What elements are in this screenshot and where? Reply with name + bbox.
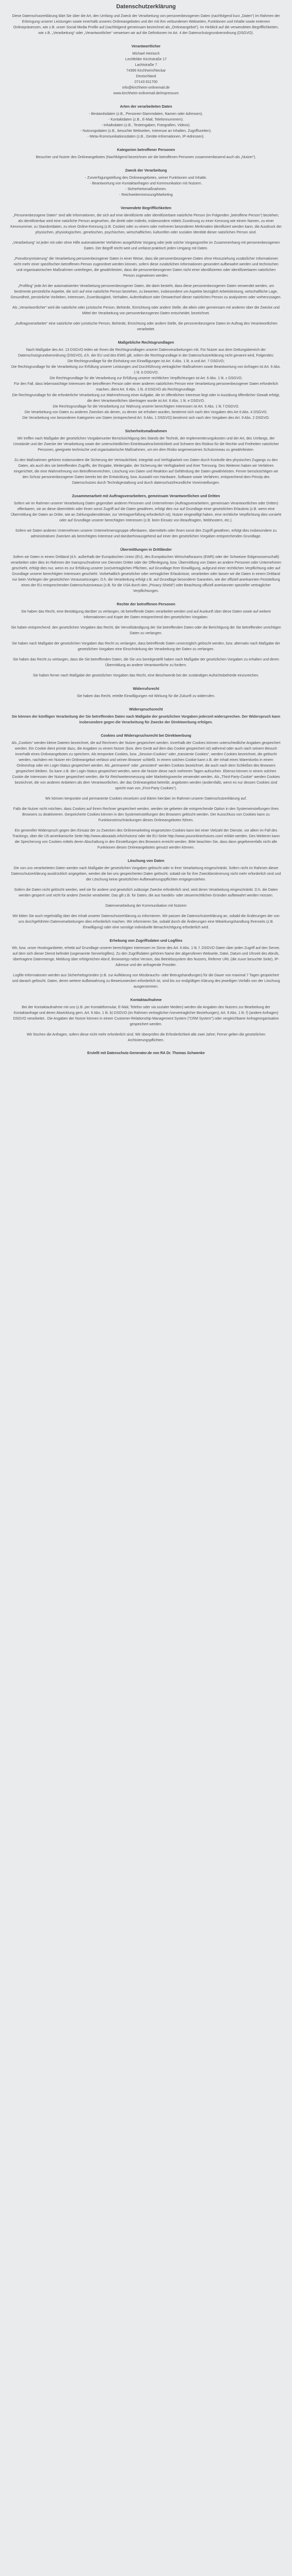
section-paragraph: Sie haben nach Maßgabe der gesetzlichen Vorgaben das Recht zu verlangen, dass betreffende Daten unverzüglich gelöscht werden, bzw. alternativ nach Maßgabe der gesetzlichen Vorgaben eine Einschränkung der Verarbeitung der Daten zu verlangen. bbox=[11, 642, 281, 651]
policy-section bbox=[10, 104, 282, 140]
section-paragraph: Sie haben entsprechend. den gesetzlichen Vorgaben das Recht, die Vervollständigung der Sie betreffenden Daten oder die Berichtigung der Sie betreffenden unrichtigen Daten zu verlangen. bbox=[11, 626, 281, 635]
intro-paragraph: Diese Datenschutzerklärung klärt Sie über die Art, den Umfang und Zweck der Verarbeitung von personenbezogenen Daten (nachfolgend kurz „Daten“) im Rahmen der Erbringung unserer Leistungen sowie innerhalb unseres Onlineangebotes und der mit ihm verbundenen Webseiten, Funktionen und Inhalte sowie externen Onlinepräsenzen, wie z.B. unser Social Media Profile auf (nachfolgend gemeinsam bezeichnet als „Onlineangebot“). Im Hinblick auf die verwendeten Begrifflichkeiten, wie z.B. „Verarbeitung“ oder „Verantwortlicher“ verweisen wir auf die Definitionen im Art. 4 der Datenschutzgrundverordnung (DSGVO). bbox=[12, 14, 280, 35]
section-title: Cookies und Widerspruchsrecht bei Direktwerbung bbox=[101, 733, 191, 738]
section-paragraph: Wir treffen nach Maßgabe der gesetzlichen Vorgabenunter Berücksichtigung des Stands der Technik, der Implementierungskosten und der Art, des Umfangs, der Umstände und der Zwecke der Verarbeitung sowie der unterschiedlichen Eintrittswahrscheinlichkeit und Schwere des Risikos für die Rechte und Freiheiten natürlicher Personen, geeignete technische und organisatorische Maßnahmen, um ein dem Risiko angemessenes Schutzniveau zu gewährleisten. bbox=[13, 437, 279, 452]
policy-section bbox=[10, 547, 282, 594]
section-title: Kontaktaufnahme bbox=[130, 997, 162, 1002]
section-title: Widerrufsrecht bbox=[133, 686, 159, 691]
section-title: Verwendete Begrifflichkeiten bbox=[120, 206, 172, 210]
policy-section bbox=[10, 205, 282, 332]
section-paragraph: Sie haben das Recht zu verlangen, dass die Sie betreffenden Daten, die Sie uns bereitgestellt haben nach Maßgabe der gesetzlichen Vorgaben zu erhalten und deren Übermittlung an andere Verantwortliche zu fordern. bbox=[13, 658, 279, 667]
policy-section bbox=[10, 938, 282, 990]
section-title: Zweck der Verarbeitung bbox=[125, 168, 167, 173]
section-paragraph: Zu den Maßnahmen gehören insbesondere die Sicherung der Vertraulichkeit, Integrität und Verfügbarkeit von Daten durch Kontrolle des physischen Zugangs zu den Daten, als auch des sie betreffenden Zugriffs, der Eingabe, Weitergabe, der Sicherung der Verfügbarkeit und ihrer Trennung. Des Weiteren haben wir Verfahren eingerichtet, die eine Wahrnehmung von Betroffenenrechten, Löschung von Daten und Reaktion auf Gefährdung der Daten gewährleisten. Ferner berücksichtigen wir den Schutz personenbezogener Daten bereits bei der Entwicklung, bzw. Auswahl von Hardware, Software sowie Verfahren, entsprechend dem Prinzip des Datenschutzes durch Technikgestaltung und durch datenschutzfreundliche Voreinstellungen. bbox=[13, 459, 279, 485]
section-title: Rechte der betroffenen Personen bbox=[117, 602, 175, 606]
section-paragraph: Als „Cookies“ werden kleine Dateien bezeichnet, die auf Rechnern der Nutzer gespeichert werden. Innerhalb der Cookies können unterschiedliche Angaben gespeichert werden. Ein Cookie dient primär dazu, die Angaben zu einem Nutzer (bzw. dem Gerät auf dem das Cookie gespeichert ist) während oder auch nach seinem Besuch innerhalb eines Onlineangebotes zu speichern. Als temporäre Cookies, bzw. „Session-Cookies“ oder „transiente Cookies“, werden Cookies bezeichnet, die gelöscht werden, nachdem ein Nutzer ein Onlineangebot verlässt und seinen Browser schließt. In einem solchen Cookie kann z.B. der Inhalt eines Warenkorbs in einem Onlineshop oder ein Login-Status gespeichert werden. Als „permanent“ oder „persistent“ werden Cookies bezeichnet, die auch nach dem Schließen des Browsers gespeichert bleiben. So kann z.B. der Login-Status gespeichert werden, wenn die Nutzer diese nach mehreren Tagen aufsuchen. Ebenso können in einem solchen Cookie die Interessen der Nutzer gespeichert werden, die für Reichweitenmessung oder Marketingzwecke verwendet werden. Als „Third-Party-Cookie“ werden Cookies bezeichnet, die von anderen Anbietern als dem Verantwortlichen, der das Onlineangebot betreibt, angeboten werden (andernfalls, wenn es nur dessen Cookies sind spricht man von „First-Party Cookies“). bbox=[11, 741, 281, 790]
section-paragraph: - Zurverfügungstellung des Onlineangebotes, seiner Funktionen und Inhalte. - Beantwortung von Kontaktanfragen und Kommunikation mit Nutzern. - Sicherheitsmaßnahmen. - Reichweitenmessung/Marketing bbox=[85, 176, 207, 197]
section-paragraph: Wir löschen die Anfragen, sofern diese nicht mehr erforderlich sind. Wir überprüfen die Erforderlichkeit alle zwei Jahre; Ferner gelten die gesetzlichen Archivierungspflichten. bbox=[26, 1033, 266, 1042]
section-title: Zusammenarbeit mit Auftragsverarbeitern, gemeinsam Verantwortlichen und Dritten bbox=[72, 494, 220, 498]
section-paragraph: „Pseudonymisierung“ die Verarbeitung personenbezogener Daten in einer Weise, dass die personenbezogenen Daten ohne Hinzuziehung zusätzlicher Informationen nicht mehr einer spezifischen betroffenen Person zugeordnet werden können, sofern diese zusätzlichen Informationen gesondert aufbewahrt werden und technischen und organisatorischen Maßnahmen unterliegen, die gewährleisten, dass die personenbezogenen Daten nicht einer identifizierten oder identifizierbaren natürlichen Person zugewiesen werden. bbox=[13, 257, 279, 278]
section-paragraph: Bei der Kontaktaufnahme mit uns (z.B. per Kontaktformular, E-Mail, Telefon oder via sozialer Medien) werden die Angaben des Nutzers zur Bearbeitung der Kontaktanfrage und deren Abwicklung gem. Art. 6 Abs. 1 lit. b) DSGVO (im Rahmen vertraglicher-/vorvertraglicher Beziehungen), Art. 6 Abs. 1 lit. f) (andere Anfragen) DSGVO verarbeitet.. Die Angaben der Nutzer können in einem Customer-Relationship-Management System ("CRM System") oder vergleichbarer Anfrageorganisation gespeichert werden. bbox=[13, 1006, 279, 1026]
section-paragraph: „Verarbeitung“ ist jeder mit oder ohne Hilfe automatisierter Verfahren ausgeführte Vorgang oder jede solche Vorgangsreihe im Zusammenhang mit personenbezogenen Daten. Der Begriff reicht weit und umfasst praktisch jeden Umgang mit Daten. bbox=[12, 241, 280, 250]
policy-section bbox=[10, 686, 282, 699]
section-paragraph: „Profiling“ jede Art der automatisierten Verarbeitung personenbezogener Daten, die darin besteht, dass diese personenbezogenen Daten verwendet werden, um bestimmte persönliche Aspekte, die sich auf eine natürliche Person beziehen, zu bewerten, insbesondere um Aspekte bezüglich Arbeitsleistung, wirtschaftliche Lage, Gesundheit, persönliche Vorlieben, Interessen, Zuverlässigkeit, Verhalten, Aufenthaltsort oder Ortswechsel dieser natürlichen Person zu analysieren oder vorherzusagen. bbox=[10, 284, 282, 299]
section-paragraph: Wir bitten Sie auch regelmäßig über den Inhalt unserer Datenschutzerklärung zu informieren. Wir passen die Datenschutzerklärung an, sobald die Änderungen der von uns durchgeführten Datenverarbeitungen dies erforderlich machen. Wir informieren Sie, sobald durch die Änderungen eine Mitwirkungshandlung Ihrerseits (z.B. Einwilligung) oder eine sonstige individuelle Benachrichtigung erforderlich wird. bbox=[12, 914, 280, 929]
policy-section bbox=[10, 147, 282, 160]
section-paragraph: Datenverarbeitung der Kommunikation mit Nutzern bbox=[105, 904, 187, 908]
section-paragraph: „Auftragsverarbeiter“ eine natürliche oder juristische Person, Behörde, Einrichtung oder andere Stelle, die personenbezogene Daten im Auftrag des Verantwortlichen verarbeitet. bbox=[14, 322, 278, 331]
section-title: Löschung von Daten bbox=[127, 858, 165, 863]
section-paragraph: Sie können der künftigen Verarbeitung der Sie betreffenden Daten nach Maßgabe der gesetzlichen Vorgaben jederzeit widersprechen. Der Widerspruch kann insbesondere gegen die Verarbeitung für Zwecke der Direktwerbung erfolgen. bbox=[11, 715, 281, 724]
page-title: Datenschutzerklärung bbox=[116, 4, 176, 10]
section-paragraph: Als „Verantwortlicher“ wird die natürliche oder juristische Person, Behörde, Einrichtung oder andere Stelle, die allein oder gemeinsam mit anderen über die Zwecke und Mittel der Verarbeitung von personenbezogenen Daten entscheidet, bezeichnet. bbox=[12, 306, 280, 315]
policy-section bbox=[10, 733, 282, 851]
policy-section bbox=[10, 997, 282, 1043]
section-paragraph: Sofern wir Daten anderen Unternehmen unserer Unternehmensgruppe offenbaren, übermitteln oder ihnen sonst den Zugriff gewähren, erfolgt dies insbesondere zu administrativen Zwecken als berechtigtes Interesse und darüberhinausgehend auf einer den gesetzlichen Vorgaben entsprechenden Grundlage. bbox=[15, 529, 277, 538]
section-title: Verantwortlicher bbox=[131, 44, 161, 48]
sections-container bbox=[10, 43, 282, 1043]
section-title: Sicherheitsmaßnahmen bbox=[125, 429, 167, 433]
policy-section bbox=[10, 493, 282, 539]
policy-section bbox=[10, 428, 282, 486]
section-paragraph: Sie haben ferner nach Maßgabe der gesetzlichen Vorgaben das Recht, eine Beschwerde bei der zuständigen Aufsichtsbehörde einzureichen. bbox=[33, 674, 259, 677]
section-paragraph: „Personenbezogene Daten“ sind alle Informationen, die sich auf eine identifizierte oder identifizierbare natürliche Person (im Folgenden „betroffene Person“) beziehen; als identifizierbar wird eine natürliche Person angesehen, die direkt oder indirekt, insbesondere mittels Zuordnung zu einer Kennung wie einem Namen, zu einer Kennnummer, zu Standortdaten, zu einer Online-Kennung (z.B. Cookie) oder zu einem oder mehreren besonderen Merkmalen identifiziert werden kann, die Ausdruck der physischen, physiologischen, genetischen, psychischen, wirtschaftlichen, kulturellen oder sozialen Identität dieser natürlichen Person sind. bbox=[10, 214, 282, 234]
policy-section bbox=[10, 706, 282, 725]
section-paragraph: Ein genereller Widerspruch gegen den Einsatz der zu Zwecken des Onlinemarketing eingesetzten Cookies kann bei einer Vielzahl der Dienste, vor allem im Fall des Trackings, über die US-amerikanische Seite http://www.aboutads.info/choices/ oder die EU-Seite http://www.youronlinechoices.com/ erklärt werden. Des Weiteren kann die Speicherung von Cookies mittels deren Abschaltung in den Einstellungen des Browsers erreicht werden. Bitte beachten Sie, dass dann gegebenenfalls nicht alle Funktionen dieses Onlineangebotes genutzt werden können. bbox=[12, 829, 280, 850]
section-paragraph: Die von uns verarbeiteten Daten werden nach Maßgabe der gesetzlichen Vorgaben gelöscht oder in ihrer Verarbeitung eingeschränkt. Sofern nicht im Rahmen dieser Datenschutzerklärung ausdrücklich angegeben, werden die bei uns gespeicherten Daten gelöscht, sobald sie für ihre Zweckbestimmung nicht mehr erforderlich sind und der Löschung keine gesetzlichen Aufbewahrungspflichten entgegenstehen. bbox=[11, 867, 281, 882]
section-paragraph: Besucher und Nutzer des Onlineangebotes (Nachfolgend bezeichnen wir die betroffenen Personen zusammenfassend auch als „Nutzer“). bbox=[36, 156, 256, 159]
section-paragraph: - Bestandsdaten (z.B., Personen-Stammdaten, Namen oder Adressen). - Kontaktdaten (z.B., E-Mail, Telefonnummern). - Inhaltsdaten (z.B., Texteingaben, Fotografien, Videos). - Nutzungsdaten (z.B., besuchte Webseiten, Interesse an Inhalten, Zugriffszeiten). - Meta-/Kommunikationsdaten (z.B., Geräte-Informationen, IP-Adressen). bbox=[80, 112, 212, 139]
section-paragraph: Logfile-Informationen werden aus Sicherheitsgründen (z.B. zur Aufklärung von Missbrauchs- oder Betrugshandlungen) für die Dauer von maximal 7 Tagen gespeichert und danach gelöscht. Daten, deren weitere Aufbewahrung zu Beweiszwecken erforderlich ist, sind bis zur endgültigen Klärung des jeweiligen Vorfalls von der Löschung ausgenommen. bbox=[12, 974, 280, 989]
policy-section bbox=[10, 43, 282, 96]
section-paragraph: Sie haben das Recht, erteilte Einwilligungen mit Wirkung für die Zukunft zu widerrufen. bbox=[76, 694, 216, 698]
footer-credit-link[interactable]: Erstellt mit Datenschutz-Generator.de von RA Dr. Thomas Schwenke bbox=[87, 1052, 205, 1055]
section-paragraph: Sie haben das Recht, eine Bestätigung darüber zu verlangen, ob betreffende Daten verarbeitet werden und auf Auskunft über diese Daten sowie auf weitere Informationen und Kopie der Daten entsprechend den gesetzlichen Vorgaben. bbox=[21, 610, 271, 619]
section-title: Widerspruchsrecht bbox=[129, 707, 163, 711]
section-paragraph: Wir können temporäre und permanente Cookies einsetzen und klären hierüber im Rahmen unserer Datenschutzerklärung auf. bbox=[45, 797, 247, 801]
section-title: Übermittlungen in Drittländer bbox=[120, 547, 172, 552]
policy-section bbox=[10, 858, 282, 930]
section-title: Arten der verarbeiteten Daten bbox=[120, 104, 172, 109]
footer-credit[interactable] bbox=[10, 1050, 282, 1056]
privacy-policy-page bbox=[0, 0, 292, 1072]
section-title: Erhebung von Zugriffsdaten und Logfiles bbox=[109, 938, 183, 943]
section-paragraph: Nach Maßgabe des Art. 13 DSGVO teilen wir Ihnen die Rechtsgrundlagen unserer Datenverarbeitungen mit. Für Nutzer aus dem Geltungsbereich der Datenschutzgrundverordnung (DSGVO), d.h. der EU und des EWG gilt, sofern die Rechtsgrundlage in der Datenschutzerklärung nicht genannt wird, Folgendes: Die Rechtsgrundlage für die Einholung von Einwilligungen ist Art. 6 Abs. 1 lit. a und Art. 7 DSGVO; Die Rechtsgrundlage für die Verarbeitung zur Erfüllung unserer Leistungen und Durchführung vertraglicher Maßnahmen sowie Beantwortung von Anfragen ist Art. 6 Abs. 1 lit. b DSGVO; Die Rechtsgrundlage für die Verarbeitung zur Erfüllung unserer rechtlichen Verpflichtungen ist Art. 6 Abs. 1 lit. c DSGVO; Für den Fall, dass lebenswichtige Interessen der betroffenen Person oder einer anderen natürlichen Person eine Verarbeitung personenbezogener Daten erforderlich machen, dient Art. 6 Abs. 1 lit. d DSGVO als Rechtsgrundlage. Die Rechtsgrundlage für die erforderliche Verarbeitung zur Wahrnehmung einer Aufgabe, die im öffentlichen Interesse liegt oder in Ausübung öffentlicher Gewalt erfolgt, die dem Verantwortlichen übertragen wurde ist Art. 6 Abs. 1 lit. e DSGVO. Die Rechtsgrundlage für die Verarbeitung zur Wahrung unserer berechtigten Interessen ist Art. 6 Abs. 1 lit. f DSGVO. Die Verarbeitung von Daten zu anderen Zwecken als denen, zu denen sie erhoben wurden, bestimmt sich nach den Vorgaben des Art 6 Abs. 4 DSGVO. Die Verarbeitung von besonderen Kategorien von Daten (entsprechend Art. 9 Abs. 1 DSGVO) bestimmt sich nach den Vorgaben des Art. 9 Abs. 2 DSGVO. bbox=[11, 348, 281, 420]
section-title: Maßgebliche Rechtsgrundlagen bbox=[118, 340, 174, 345]
section-paragraph: Wir, bzw. unser Hostinganbieter, erhebt auf Grundlage unserer berechtigten Interessen im Sinne des Art. 6 Abs. 1 lit. f. DSGVO Daten über jeden Zugriff auf den Server, auf dem sich dieser Dienst befindet (sogenannte Serverlogfiles). Zu den Zugriffsdaten gehören Name der abgerufenen Webseite, Datei, Datum und Uhrzeit des Abrufs, übertragene Datenmenge, Meldung über erfolgreichen Abruf, Browsertyp nebst Version, das Betriebssystem des Nutzers, Referrer URL (die zuvor besuchte Seite), IP-Adresse und der anfragende Provider. bbox=[12, 946, 280, 967]
section-paragraph: Sofern wir Daten in einem Drittland (d.h. außerhalb der Europäischen Union (EU), des Europäischen Wirtschaftsraums (EWR) oder der Schweizer Eidgenossenschaft) verarbeiten oder dies im Rahmen der Inanspruchnahme von Diensten Dritter oder der Offenlegung, bzw. Übermittlung von Daten an andere Personen oder Unternehmen geschieht, erfolgt dies nur, wenn es zur Erfüllung unserer (vor)vertraglichen Pflichten, auf Grundlage Ihrer Einwilligung, aufgrund einer rechtlichen Verpflichtung oder auf Grundlage unserer berechtigten Interessen geschieht. Vorbehaltlich gesetzlicher oder vertraglicher Erlaubnisse, verarbeiten oder lassen wir die Daten in einem Drittland nur beim Vorliegen der gesetzlichen Voraussetzungen. D.h. die Verarbeitung erfolgt z.B. auf Grundlage besonderer Garantien, wie der offiziell anerkannten Feststellung eines der EU entsprechenden Datenschutzniveaus (z.B. für die USA durch den „Privacy Shield“) oder Beachtung offiziell anerkannter spezieller vertraglicher Verpflichtungen. bbox=[10, 555, 282, 593]
policy-section bbox=[10, 601, 282, 679]
policy-section bbox=[10, 167, 282, 198]
section-paragraph: Sofern die Daten nicht gelöscht werden, weil sie für andere und gesetzlich zulässige Zwecke erforderlich sind, wird deren Verarbeitung eingeschränkt. D.h. die Daten werden gesperrt und nicht für andere Zwecke verarbeitet. Das gilt z.B. für Daten, die aus handels- oder steuerrechtlichen Gründen aufbewahrt werden müssen. bbox=[14, 888, 278, 897]
section-title: Kategorien betroffener Personen bbox=[117, 147, 175, 152]
policy-section bbox=[10, 340, 282, 421]
section-paragraph: Sofern wir im Rahmen unserer Verarbeitung Daten gegenüber anderen Personen und Unternehmen (Auftragsverarbeitern, gemeinsam Verantwortlichen oder Dritten) offenbaren, sie an diese übermitteln oder ihnen sonst Zugriff auf die Daten gewähren, erfolgt dies nur auf Grundlage einer gesetzlichen Erlaubnis (z.B. wenn eine Übermittlung der Daten an Dritte, wie an Zahlungsdienstleister, zur Vertragserfüllung erforderlich ist), Nutzer eingewilligt haben, eine rechtliche Verpflichtung dies vorsieht oder auf Grundlage unserer berechtigten Interessen (z.B. beim Einsatz von Beauftragten, Webhostern, etc.). bbox=[10, 502, 282, 522]
contact-block: Michael Heinisch Lechfelder Kirchstraße 17 Lachtstraße 7 74366 Kirchheim/Neckar Deutschland 07143 811700 info@kirchheim-onlinemail.de www.kirchheim-onlinemail.de/impressum bbox=[113, 52, 179, 95]
section-paragraph: Falls die Nutzer nicht möchten, dass Cookies auf ihrem Rechner gespeichert werden, werden sie gebeten die entsprechende Option in den Systemeinstellungen ihres Browsers zu deaktivieren. Gespeicherte Cookies können in den Systemeinstellungen des Browsers gelöscht werden. Der Ausschluss von Cookies kann zu Funktionseinschränkungen dieses Onlineangebotes führen. bbox=[13, 807, 279, 822]
